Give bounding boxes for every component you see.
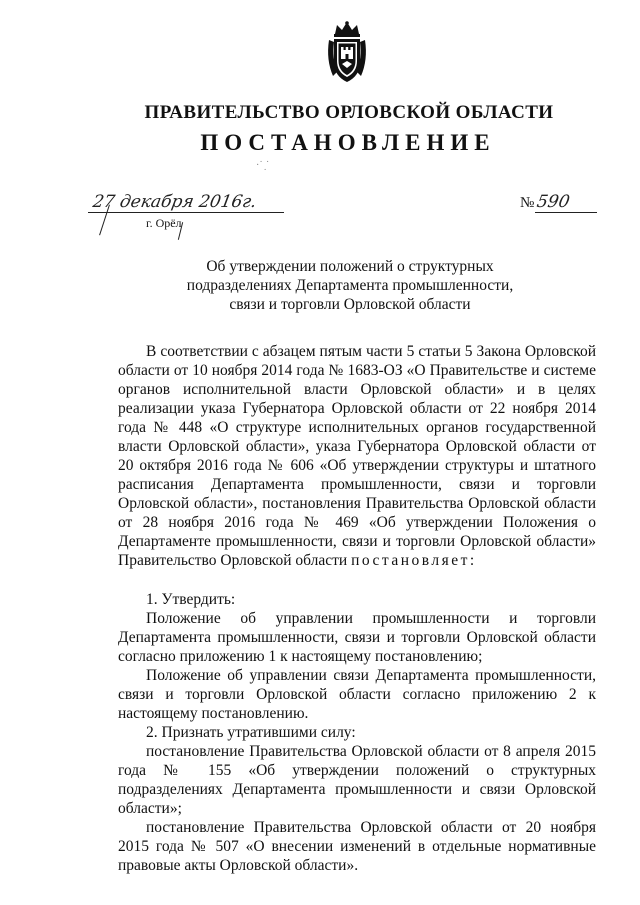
item-1-paragraph: Положение об управлении промышленности и торговли Департамента промышленности, связи и торговли Орловской области согласно приложению 1 к настоящему постановлению; <box>118 610 596 665</box>
document-subject <box>120 257 580 314</box>
document-body <box>118 342 596 875</box>
preamble-text: В соответствии с абзацем пятым части 5 статьи 5 Закона Орловской области от 10 ноября 2014 года № 1683-ОЗ «О Правительстве и системе органов исполнительной власти Орловской области» и в целях реализации указа Губернатора Орловской области от 22 ноября 2014 года № 448 «О структуре исполнительных органов государственной власти Орловской области», указа Губернатора Орловской области от 20 октября 2016 года № 606 «Об утверждении структуры и штатного расписания Департамента промышленности, связи и торговли Орловской области», постановления Правительства Орловской области от 28 ноября 2016 года № 469 «Об утверждении Положения о Департаменте промышленности, связи и торговли Орловской области» Правительство Орловской области <box>118 343 596 569</box>
item-2-title: 2. Признать утратившими силу: <box>146 724 356 741</box>
number-underline <box>535 212 597 213</box>
date-underline <box>88 212 284 213</box>
item-1-paragraph: Положение об управлении связи Департамента промышленности, связи и торговли Орловской области согласно приложению 2 к настоящему постановлению. <box>118 667 596 722</box>
item-1-title: 1. Утвердить: <box>146 591 236 608</box>
subject-line: Об утверждении положений о структурных <box>206 258 494 275</box>
subject-line: подразделениях Департамента промышленности, <box>186 277 514 294</box>
document-type: ПОСТАНОВЛЕНИЕ <box>200 130 496 155</box>
number-handwritten: 590 <box>535 192 572 212</box>
number-label: № <box>520 195 535 211</box>
date-handwritten: 27 декабря 2016г. <box>91 192 259 212</box>
item-2-paragraph: постановление Правительства Орловской области от 20 ноября 2015 года № 507 «О внесении изменений в отдельные нормативные правовые акты Орловской области». <box>118 819 596 874</box>
item-2-paragraph: постановление Правительства Орловской области от 8 апреля 2015 года № 155 «Об утверждении положений о структурных подразделениях Департамента промышленности и связи Орловской области»; <box>118 743 596 817</box>
subject-line: связи и торговли Орловской области <box>229 296 471 313</box>
government-title: ПРАВИТЕЛЬСТВО ОРЛОВСКОЙ ОБЛАСТИ <box>144 102 554 123</box>
preamble-verb: постановляет: <box>351 552 477 569</box>
city-label: г. Орёл <box>146 216 182 230</box>
coat-of-arms-icon <box>323 20 371 86</box>
preamble-paragraph <box>118 342 596 570</box>
faint-mark: ·˙ ̣ ̇ <box>256 160 268 171</box>
